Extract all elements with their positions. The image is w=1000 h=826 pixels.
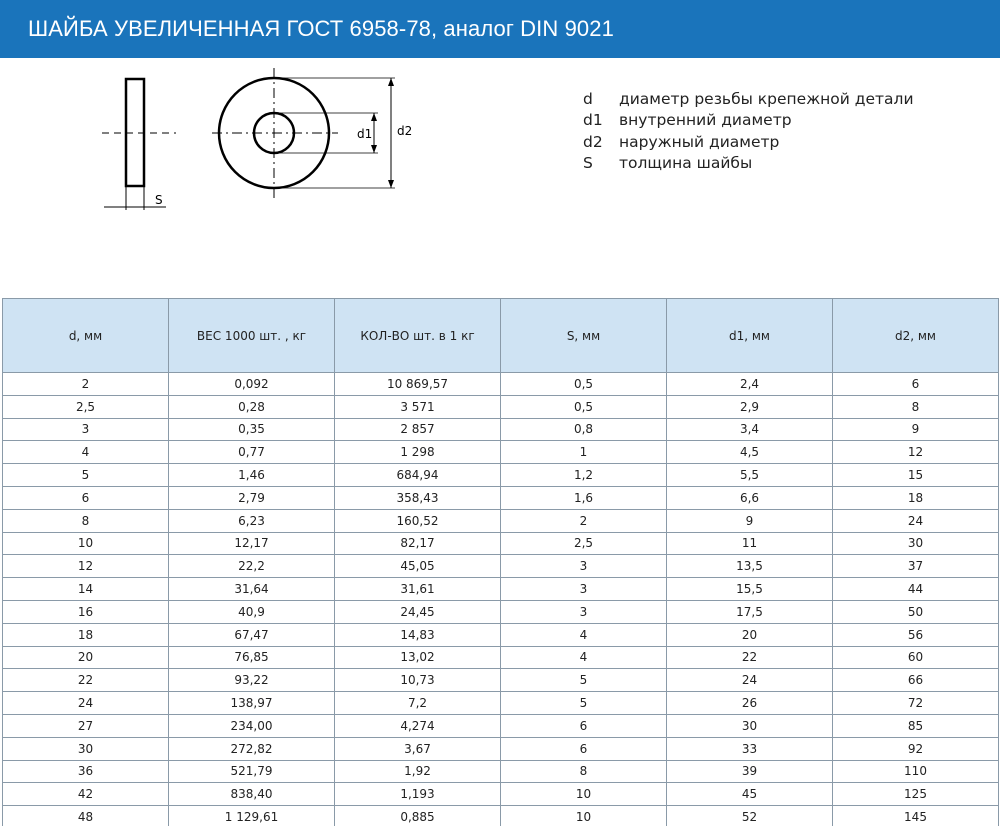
legend-description: толщина шайбы: [619, 154, 753, 173]
table-cell: 2,4: [667, 373, 833, 396]
legend-item: [583, 131, 914, 153]
table-cell: 10: [3, 532, 169, 555]
table-cell: 1 129,61: [169, 806, 335, 826]
table-row: [3, 600, 999, 623]
table-cell: 3: [501, 555, 667, 578]
table-cell: 0,5: [501, 395, 667, 418]
table-cell: 76,85: [169, 646, 335, 669]
table-cell: 3 571: [335, 395, 501, 418]
table-cell: 37: [833, 555, 999, 578]
table-cell: 5,5: [667, 464, 833, 487]
table-cell: 1: [501, 441, 667, 464]
table-cell: 33: [667, 737, 833, 760]
table-cell: 8: [833, 395, 999, 418]
table-cell: 82,17: [335, 532, 501, 555]
table-cell: 1,92: [335, 760, 501, 783]
table-cell: 20: [667, 623, 833, 646]
legend-description: внутренний диаметр: [619, 111, 792, 130]
table-row: [3, 464, 999, 487]
table-cell: 1,193: [335, 783, 501, 806]
table-cell: 12: [833, 441, 999, 464]
table-cell: 72: [833, 692, 999, 715]
table-cell: 67,47: [169, 623, 335, 646]
table-cell: 0,5: [501, 373, 667, 396]
table-cell: 45,05: [335, 555, 501, 578]
table-cell: 6,23: [169, 509, 335, 532]
table-cell: 4: [3, 441, 169, 464]
table-cell: 3: [501, 578, 667, 601]
table-cell: 2,79: [169, 486, 335, 509]
table-cell: 9: [833, 418, 999, 441]
page-title: ШАЙБА УВЕЛИЧЕННАЯ ГОСТ 6958-78, аналог DIN 9021: [28, 16, 614, 41]
table-cell: 272,82: [169, 737, 335, 760]
table-cell: 8: [501, 760, 667, 783]
table-cell: 24: [3, 692, 169, 715]
column-header: d, мм: [3, 299, 169, 373]
table-cell: 6: [833, 373, 999, 396]
column-header: S, мм: [501, 299, 667, 373]
table-cell: 36: [3, 760, 169, 783]
table-cell: 1,6: [501, 486, 667, 509]
table-cell: 50: [833, 600, 999, 623]
table-row: [3, 806, 999, 826]
table-row: [3, 646, 999, 669]
table-cell: 18: [3, 623, 169, 646]
table-cell: 52: [667, 806, 833, 826]
table-cell: 22: [3, 669, 169, 692]
table-cell: 5: [3, 464, 169, 487]
table-cell: 31,64: [169, 578, 335, 601]
table-cell: 27: [3, 714, 169, 737]
table-cell: 60: [833, 646, 999, 669]
table-cell: 4: [501, 623, 667, 646]
legend-symbol: d2: [583, 132, 603, 151]
table-cell: 6: [3, 486, 169, 509]
table-cell: 2 857: [335, 418, 501, 441]
table-cell: 42: [3, 783, 169, 806]
table-row: [3, 760, 999, 783]
table-cell: 40,9: [169, 600, 335, 623]
table-cell: 11: [667, 532, 833, 555]
table-cell: 10 869,57: [335, 373, 501, 396]
washer-drawing: [0, 58, 560, 238]
table-cell: 10: [501, 806, 667, 826]
table-cell: 26: [667, 692, 833, 715]
table-cell: 24: [833, 509, 999, 532]
table-row: [3, 578, 999, 601]
table-cell: 85: [833, 714, 999, 737]
table-cell: 45: [667, 783, 833, 806]
table-cell: 66: [833, 669, 999, 692]
table-cell: 30: [667, 714, 833, 737]
table-cell: 24,45: [335, 600, 501, 623]
table-cell: 3: [501, 600, 667, 623]
table-cell: 6,6: [667, 486, 833, 509]
table-cell: 8: [3, 509, 169, 532]
table-cell: 31,61: [335, 578, 501, 601]
table-cell: 12: [3, 555, 169, 578]
table-cell: 6: [501, 737, 667, 760]
legend-description: диаметр резьбы крепежной детали: [619, 89, 914, 108]
table-row: [3, 714, 999, 737]
table-cell: 1,2: [501, 464, 667, 487]
table-cell: 22: [667, 646, 833, 669]
table-cell: 17,5: [667, 600, 833, 623]
table-cell: 160,52: [335, 509, 501, 532]
table-cell: 838,40: [169, 783, 335, 806]
table-row: [3, 555, 999, 578]
table-row: [3, 509, 999, 532]
table-cell: 14: [3, 578, 169, 601]
table-cell: 14,83: [335, 623, 501, 646]
table-cell: 48: [3, 806, 169, 826]
washer-side-view: [102, 79, 176, 210]
table-cell: 39: [667, 760, 833, 783]
table-cell: 0,35: [169, 418, 335, 441]
table-cell: 15,5: [667, 578, 833, 601]
table-cell: 3,67: [335, 737, 501, 760]
table-cell: 2,5: [3, 395, 169, 418]
table-cell: 4,5: [667, 441, 833, 464]
table-row: [3, 486, 999, 509]
legend-symbol: d1: [583, 111, 603, 130]
table-cell: 22,2: [169, 555, 335, 578]
label-d1: d1: [357, 127, 373, 141]
title-bar: [0, 0, 1000, 58]
table-row: [3, 418, 999, 441]
table-row: [3, 783, 999, 806]
table-cell: 16: [3, 600, 169, 623]
table-cell: 234,00: [169, 714, 335, 737]
table-row: [3, 669, 999, 692]
table-cell: 145: [833, 806, 999, 826]
table-row: [3, 692, 999, 715]
table-cell: 110: [833, 760, 999, 783]
table-cell: 30: [3, 737, 169, 760]
legend-item: [583, 88, 914, 110]
table-cell: 18: [833, 486, 999, 509]
table-cell: 20: [3, 646, 169, 669]
table-cell: 6: [501, 714, 667, 737]
table-cell: 56: [833, 623, 999, 646]
legend-symbol: d: [583, 89, 593, 108]
table-row: [3, 395, 999, 418]
table-row: [3, 623, 999, 646]
table-cell: 93,22: [169, 669, 335, 692]
table-cell: 1 298: [335, 441, 501, 464]
table-cell: 2,9: [667, 395, 833, 418]
table-cell: 7,2: [335, 692, 501, 715]
table-cell: 12,17: [169, 532, 335, 555]
table-cell: 2: [3, 373, 169, 396]
table-row: [3, 532, 999, 555]
table-cell: 10,73: [335, 669, 501, 692]
table-cell: 684,94: [335, 464, 501, 487]
legend-description: наружный диаметр: [619, 132, 780, 151]
table-cell: 4: [501, 646, 667, 669]
table-cell: 138,97: [169, 692, 335, 715]
table-cell: 0,092: [169, 373, 335, 396]
table-cell: 5: [501, 692, 667, 715]
table-cell: 2,5: [501, 532, 667, 555]
label-d2: d2: [397, 124, 413, 138]
washer-front-view: [212, 68, 412, 200]
table-cell: 2: [501, 509, 667, 532]
table-cell: 125: [833, 783, 999, 806]
table-cell: 0,8: [501, 418, 667, 441]
table-cell: 44: [833, 578, 999, 601]
legend-item: [583, 110, 914, 132]
column-header: d1, мм: [667, 299, 833, 373]
table-cell: 15: [833, 464, 999, 487]
column-header: ВЕС 1000 шт. , кг: [169, 299, 335, 373]
table-cell: 3: [3, 418, 169, 441]
column-header: d2, мм: [833, 299, 999, 373]
table-cell: 0,28: [169, 395, 335, 418]
table-cell: 358,43: [335, 486, 501, 509]
table-cell: 521,79: [169, 760, 335, 783]
column-header: КОЛ-ВО шт. в 1 кг: [335, 299, 501, 373]
table-row: [3, 737, 999, 760]
table-cell: 0,77: [169, 441, 335, 464]
table-cell: 10: [501, 783, 667, 806]
table-header-row: [3, 299, 999, 373]
table-cell: 13,02: [335, 646, 501, 669]
legend-item: [583, 153, 914, 175]
table-row: [3, 441, 999, 464]
table-cell: 92: [833, 737, 999, 760]
label-s: S: [155, 193, 163, 207]
legend: [583, 88, 914, 174]
table-cell: 4,274: [335, 714, 501, 737]
legend-symbol: S: [583, 154, 593, 173]
table-cell: 0,885: [335, 806, 501, 826]
table-cell: 13,5: [667, 555, 833, 578]
spec-table: [2, 298, 999, 826]
table-row: [3, 373, 999, 396]
table-cell: 9: [667, 509, 833, 532]
table-cell: 5: [501, 669, 667, 692]
table-cell: 30: [833, 532, 999, 555]
table-cell: 3,4: [667, 418, 833, 441]
table-cell: 1,46: [169, 464, 335, 487]
table-cell: 24: [667, 669, 833, 692]
